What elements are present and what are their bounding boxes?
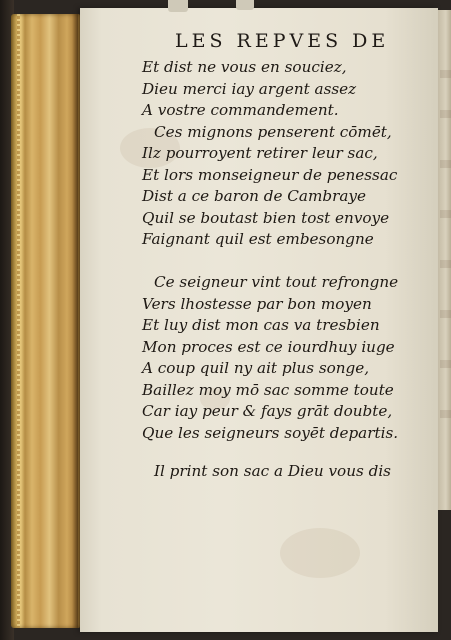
page-clip-tab (168, 0, 188, 12)
verse-line: Et luy dist mon cas va tresbien (142, 316, 380, 334)
verse-line: Que les seigneurs soyēt departis. (142, 423, 399, 442)
verse-line: Et dist ne vous en souciez, (142, 58, 347, 76)
verse-line: Et lors monseigneur de penessac (142, 165, 398, 184)
verse-line: Quil se boutast bien tost envoye (142, 208, 390, 227)
running-head: LES REPVES DE (175, 30, 390, 52)
verse-line: Dieu merci iay argent assez (142, 79, 357, 98)
verse-line: Il print son sac a Dieu vous dis (154, 462, 391, 480)
verse-line: Car iay peur & fays grāt doubte, (142, 402, 393, 420)
verse-line: Baillez moy mō sac somme toute (142, 380, 394, 399)
stanza-3 (142, 461, 432, 483)
verse-line: Ce seigneur vint tout refrongne (154, 273, 399, 291)
verse-line: Ilz pourroyent retirer leur sac, (142, 144, 378, 162)
page-clip-tab-2 (236, 0, 254, 10)
verse-line: Vers lhostesse par bon moyen (142, 294, 372, 313)
verse-line: Faignant quil est embesongne (142, 230, 374, 248)
verse-line: Ces mignons penserent cōmēt, (154, 122, 392, 141)
verse-line: A vostre commandement. (142, 101, 339, 119)
verse-line: Mon proces est ce iourdhuy iuge (142, 337, 395, 356)
verse-line: Dist a ce baron de Cambraye (142, 187, 366, 205)
gilt-page-edge (11, 14, 81, 628)
stanza-2 (142, 272, 432, 444)
verse-line: A coup quil ny ait plus songe, (142, 359, 370, 377)
stanza-1 (142, 57, 432, 251)
next-page-edge (438, 10, 451, 510)
